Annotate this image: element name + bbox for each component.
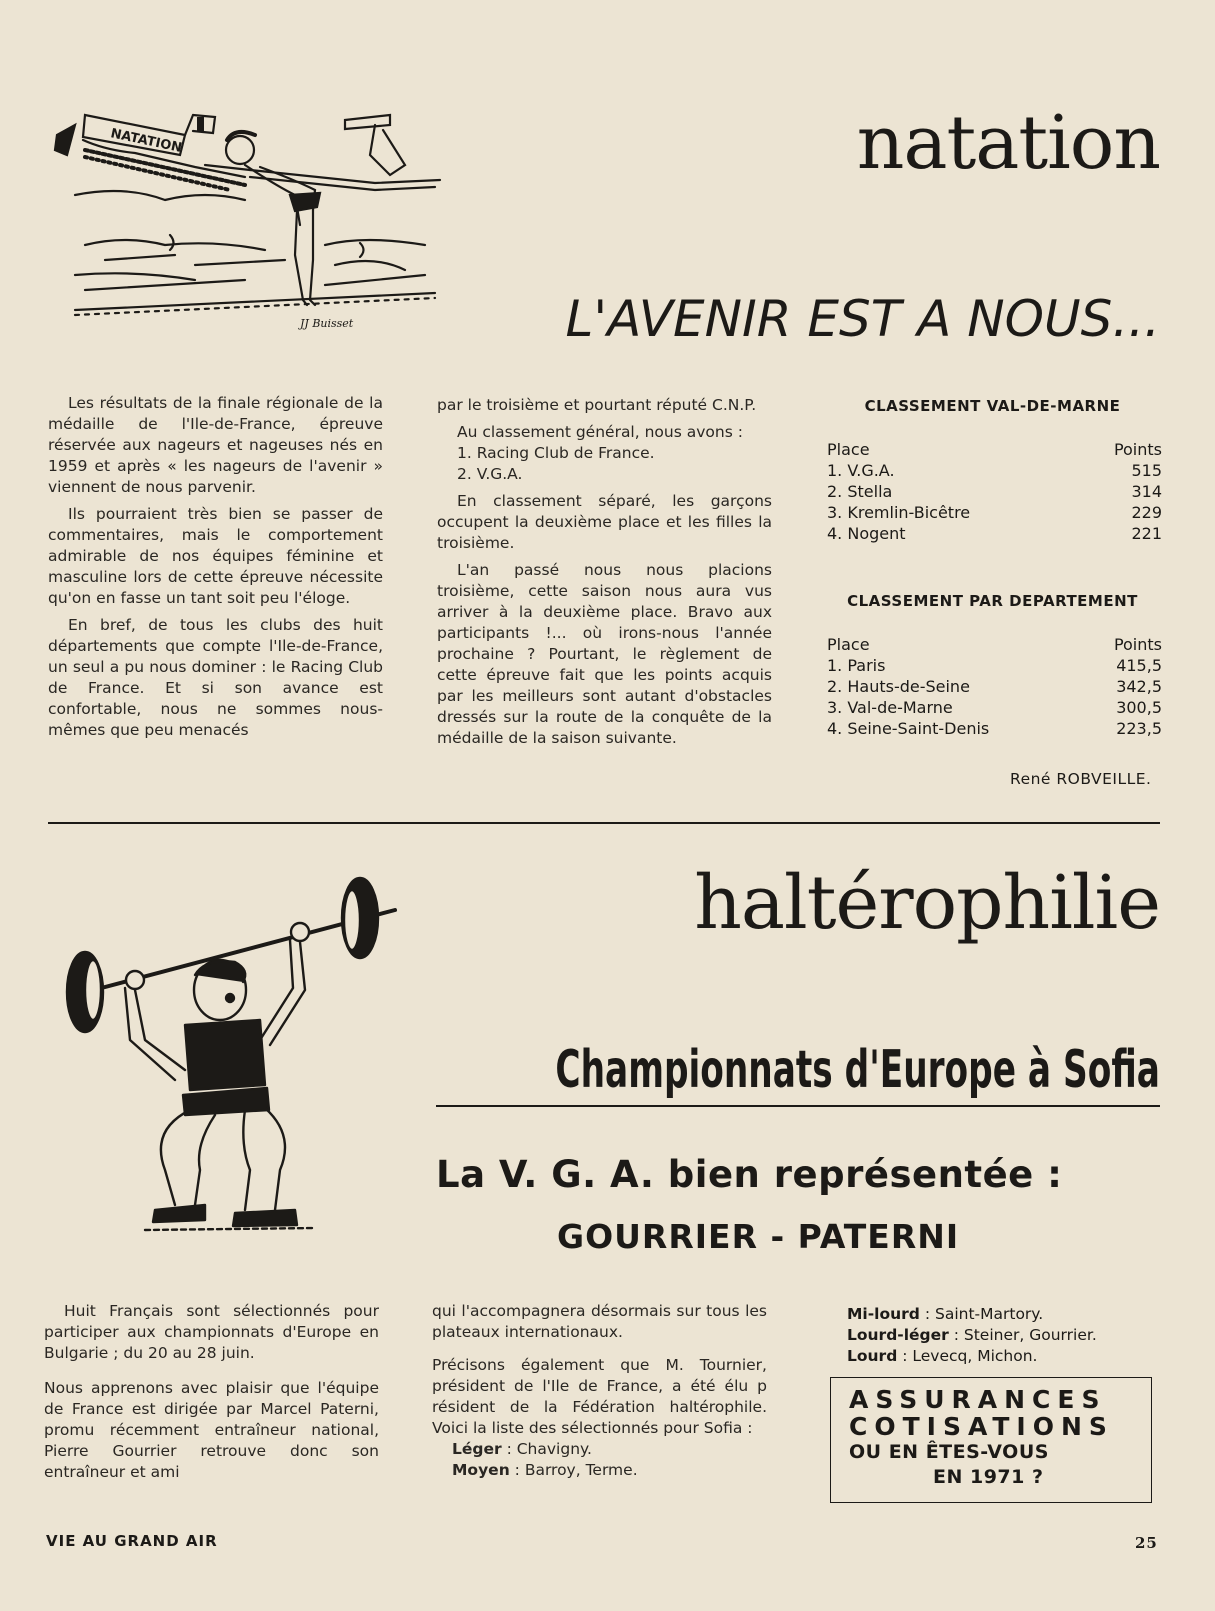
box-line: OU EN ÊTES-VOUS (849, 1441, 1049, 1463)
table-row: 4. Seine-Saint-Denis 223,5 (827, 719, 1162, 738)
paragraph: L'an passé nous nous placions troisième, cette saison nous aura vus arriver à la deuxième place. Bravo aux participants !... où irons-nous l'année prochaine ? Pourtant, le règlement de cette épreuve fait que les points acquis par les meilleurs sont autant d'obstacles dressés sur la route de la conquête de la médaille de la saison suivante. (437, 561, 772, 747)
weightlifter-illustration (55, 870, 405, 1245)
section-title-halterophilie: haltérophilie (694, 860, 1160, 946)
headline-championnats: Championnats d'Europe à Sofia (555, 1040, 1160, 1100)
table-row: 2. Hauts-de-Seine 342,5 (827, 677, 1162, 696)
paragraph: Au classement général, nous avons : (457, 423, 743, 441)
list-item: Léger : Chavigny. (452, 1440, 592, 1458)
paragraph: En bref, de tous les clubs des huit départements que compte l'Ile-de-France, un seul a pu nous dominer : le Racing Club de France. Et si son avance est confortable, nous ne sommes nous-mêmes que peu menacés (48, 616, 383, 739)
selection-list-cont (847, 1304, 1097, 1367)
results-table-val-de-marne (827, 439, 1162, 544)
list-item: Lourd : Levecq, Michon. (847, 1347, 1038, 1365)
natation-column-2 (437, 395, 772, 755)
footer-magazine-name: VIE AU GRAND AIR (46, 1532, 218, 1550)
list-item: 2. V.G.A. (457, 465, 523, 483)
list-item: Lourd-léger : Steiner, Gourrier. (847, 1326, 1097, 1344)
author-signature: René ROBVEILLE. (1010, 770, 1152, 788)
list-item: 1. Racing Club de France. (457, 444, 655, 462)
table-title-val-de-marne: CLASSEMENT VAL-DE-MARNE (864, 397, 1121, 415)
list-item: Mi-lourd : Saint-Martory. (847, 1305, 1044, 1323)
box-line: COTISATIONS (849, 1412, 1114, 1441)
list-item: Moyen : Barroy, Terme. (452, 1461, 638, 1479)
natation-column-1 (48, 393, 383, 747)
section-divider (48, 822, 1160, 824)
section-title-natation: natation (856, 100, 1160, 186)
paragraph: par le troisième et pourtant réputé C.N.P. (437, 396, 757, 414)
paragraph: qui l'accompagnera désormais sur tous les plateaux internationaux. (432, 1302, 767, 1341)
subhead-names: GOURRIER - PATERNI (557, 1217, 960, 1256)
table-header: Place Points (827, 635, 1162, 654)
table-header: Place Points (827, 440, 1162, 459)
table-row: 1. V.G.A. 515 (827, 461, 1162, 480)
halterophilie-column-1 (44, 1301, 379, 1489)
illustration-signature: JJ Buisset (300, 317, 354, 330)
box-line: EN 1971 ? (933, 1466, 1044, 1488)
swimmer-illustration (45, 95, 465, 345)
results-table-departement (827, 634, 1162, 739)
paragraph: Nous apprenons avec plaisir que l'équipe de France est dirigée par Marcel Paterni, promu récemment entraîneur national, Pierre Gourrier retrouve donc son entraîneur et ami (44, 1379, 379, 1481)
table-row: 4. Nogent 221 (827, 524, 1162, 543)
paragraph: Ils pourraient très bien se passer de commentaires, mais le comportement admirable de nos équipes féminine et masculine lors de cette épreuve nécessite qu'on en fasse un tant soit peu l'éloge. (48, 505, 383, 607)
paragraph: En classement séparé, les garçons occupent la deuxième place et les filles la troisième. (437, 492, 772, 552)
illustration-label: NATATION (109, 126, 184, 156)
paragraph: Huit Français sont sélectionnés pour participer aux championnats d'Europe en Bulgarie ; du 20 au 28 juin. (44, 1302, 379, 1362)
page-number: 25 (1135, 1534, 1158, 1552)
subhead-vga: La V. G. A. bien représentée : (436, 1153, 1063, 1196)
selection-list (432, 1439, 767, 1481)
table-row: 2. Stella 314 (827, 482, 1162, 501)
table-row: 1. Paris 415,5 (827, 656, 1162, 675)
assurances-box (830, 1377, 1152, 1503)
table-title-departement: CLASSEMENT PAR DEPARTEMENT (847, 592, 1138, 610)
halterophilie-column-2 (432, 1301, 767, 1481)
table-row: 3. Kremlin-Bicêtre 229 (827, 503, 1162, 522)
box-line: ASSURANCES (849, 1385, 1107, 1414)
paragraph: Les résultats de la finale régionale de la médaille de l'Ile-de-France, épreuve réservée aux nageurs et nageuses nés en 1959 et après « les nageurs de l'avenir » viennent de nous parvenir. (48, 394, 383, 496)
paragraph: Précisons également que M. Tournier, président de l'Ile de France, a été élu p résident de la Fédération haltérophile. Voici la liste des sélectionnés pour Sofia : (432, 1356, 767, 1437)
headline-underline (436, 1105, 1160, 1107)
natation-tagline: L'AVENIR EST A NOUS... (565, 290, 1160, 348)
table-row: 3. Val-de-Marne 300,5 (827, 698, 1162, 717)
